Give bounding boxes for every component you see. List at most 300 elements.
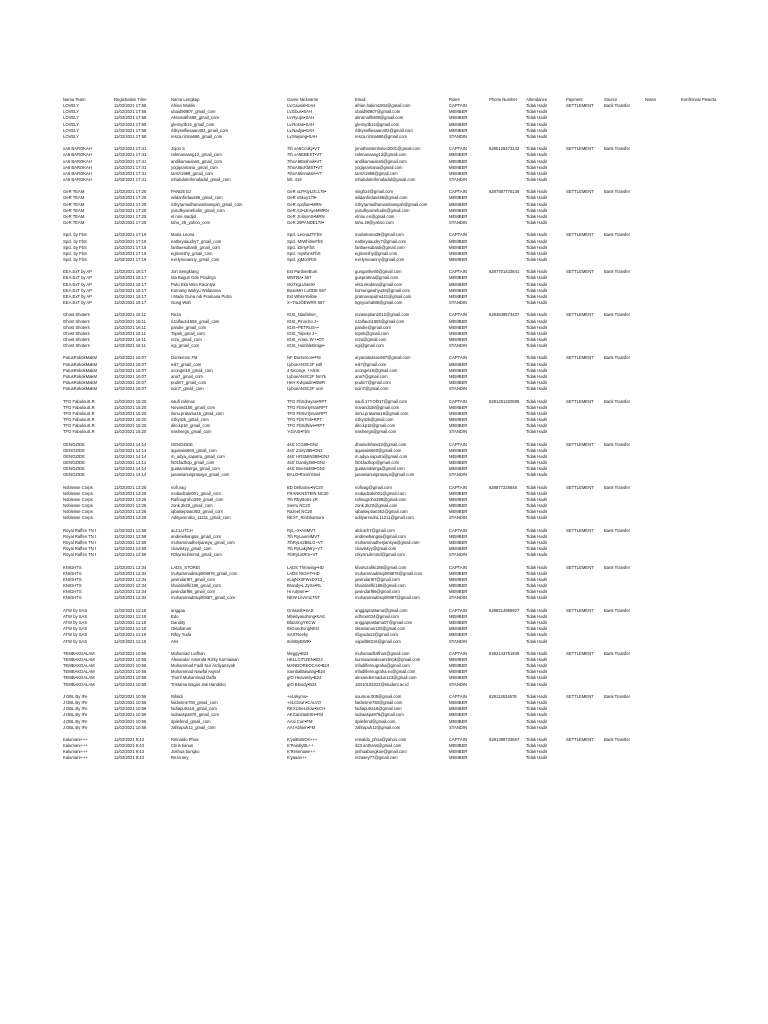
cell-full-name: Rzkyrmuhmmd_gmail_com <box>171 552 222 558</box>
cell-email: xcongel16@gmail.com <box>355 367 398 373</box>
cell-registration-time: 11/02/2021 10:58 <box>114 669 147 675</box>
cell-game-nickname: HELLCITIZEN•B24 <box>287 657 323 663</box>
cell-full-name: evelyneaanny_gmail_com <box>171 257 220 263</box>
cell-full-name: tahu_29_yahoo_com <box>171 220 211 226</box>
cell-registration-time: 11/02/2021 12:34 <box>114 577 147 583</box>
cell-game-nickname: MNTRA• 567 <box>287 275 312 281</box>
cell-full-name: muhammadrisqi008876_gmail_com <box>171 570 238 576</box>
cell-full-name: PANDE Ez <box>171 189 192 195</box>
cell-registration-time: 11/02/2021 16:07 <box>114 373 147 379</box>
cell-source: Bank Transfer <box>604 564 631 570</box>
cell-email: fantiaesubardi@gmail.com <box>355 244 405 250</box>
cell-team: Ghost Shoters <box>63 324 90 330</box>
cell-payment <box>565 755 603 761</box>
cell-game-nickname: LyboeANSCzF ucin <box>287 386 324 392</box>
cell-registration-time: 11/02/2021 16:17 <box>114 275 147 281</box>
cell-registration-time: 11/02/2021 16:07 <box>114 355 147 361</box>
cell-team: Royal Raffen TN t <box>63 540 97 546</box>
cell-full-name: pudin7_gmail_com <box>171 380 207 386</box>
cell-attendance: Tidak Hadir <box>526 589 548 595</box>
cell-team: GeR TEAM <box>63 213 85 219</box>
cell-email: saufi.17YOl017@gmail.com <box>355 398 407 404</box>
cell-email: khairdarifki186@gmail.com <box>355 583 406 589</box>
cell-role: CAPTAIN <box>449 398 467 404</box>
cell-registration-time: 11/02/2021 11:18 <box>114 613 146 619</box>
header-team: Nama Team <box>63 97 86 102</box>
cell-role: MEMBER <box>449 275 468 281</box>
cell-payment: SETTLEMENT <box>566 312 594 318</box>
cell-attendance: Tidak Hadir <box>526 250 548 256</box>
cell-game-nickname: Mbedyandrong•SAS <box>287 613 325 619</box>
cell-full-name: muhammadherjiansya_gmail_com <box>171 540 235 546</box>
cell-game-nickname: BoxeMH LuODE 567 <box>287 287 327 293</box>
cell-full-name: dilo.kp16_gmail_com <box>171 423 211 429</box>
cell-attendance: Tidak Hadir <box>526 380 548 386</box>
cell-attendance: Tidak Hadir <box>526 460 548 466</box>
cell-team: TFG FabulouS.R <box>63 417 95 423</box>
cell-game-nickname: eLajNX3FWxDX13_ <box>287 577 325 583</box>
cell-role: CAPTAIN <box>449 146 467 152</box>
cell-team: Ghost Shoters <box>63 312 90 318</box>
cell-team: KNIGHTS <box>63 589 82 595</box>
cell-email: zonk.2k20@gmail.com <box>355 503 398 509</box>
cell-attendance: Tidak Hadir <box>526 189 548 195</box>
cell-attendance: Tidak Hadir <box>526 737 548 743</box>
cell-game-nickname: NEW LevVn17NT <box>287 595 321 601</box>
cell-team: LOVELY <box>63 127 79 133</box>
cell-team: Kalumani+++ <box>63 737 88 743</box>
cell-role: MEMBER <box>449 626 468 632</box>
cell-role: CAPTAIN <box>449 355 467 361</box>
cell-attendance: Tidak Hadir <box>526 441 548 447</box>
cell-email: dpilefend@gmail.com <box>355 718 396 724</box>
cell-role: MEMBER <box>449 755 468 761</box>
cell-full-name: reza_gmail_com <box>171 337 202 343</box>
cell-attendance: Tidak Hadir <box>526 632 548 638</box>
cell-registration-time: 11/02/2021 16:11 <box>114 330 146 336</box>
cell-team: TEMBAKDALAM <box>63 650 95 656</box>
cell-role: MEMBER <box>449 589 468 595</box>
cell-team: GENOZIDE <box>63 466 85 472</box>
cell-attendance: Tidak Hadir <box>526 343 548 349</box>
cell-attendance: Tidak Hadir <box>526 386 548 392</box>
cell-source: Bank Transfer <box>604 737 631 743</box>
cell-full-name: zonk.2k20_gmail_com <box>171 503 213 509</box>
cell-team: EEA.ExT by AP <box>63 300 93 306</box>
cell-role: MEMBER <box>449 577 468 583</box>
cell-registration-time: 11/02/2021 17:41 <box>114 170 147 176</box>
cell-team: LOVELY <box>63 115 79 121</box>
header-source: Source <box>604 97 618 102</box>
cell-attendance: Tidak Hadir <box>526 232 548 238</box>
cell-role: CAPTAIN <box>449 269 467 275</box>
cell-registration-time: 11/02/2021 10:58 <box>114 663 147 669</box>
cell-team: ATW by SAS <box>63 620 88 626</box>
cell-team: ATW by SAS <box>63 626 88 632</box>
cell-registration-time: 11/02/2021 16:07 <box>114 380 147 386</box>
cell-attendance: Tidak Hadir <box>526 109 548 115</box>
cell-registration-time: 11/02/2021 15:20 <box>114 398 147 404</box>
cell-game-nickname: 7th RyLakyMry~VT <box>287 546 323 552</box>
cell-team: KNIGHTS <box>63 570 82 576</box>
cell-registration-time: 11/02/2021 17:41 <box>114 152 147 158</box>
cell-registration-time: 11/02/2021 14:14 <box>114 447 147 453</box>
cell-game-nickname: +eLClown•CALVO <box>287 700 322 706</box>
cell-role: MEMBER <box>449 109 468 115</box>
cell-team: Kalumani+++ <box>63 749 88 755</box>
cell-role: MEMBER <box>449 115 468 121</box>
cell-game-nickname: Ext WhiteYellow <box>287 293 317 299</box>
cell-team: TFG FabulouS.R <box>63 410 95 416</box>
cell-full-name: Dorsemon FM <box>171 355 198 361</box>
cell-email: kurniawanalexanderpk@gmail.com <box>355 657 421 663</box>
cell-role: MEMBER <box>449 367 468 373</box>
cell-role: MEMBER <box>449 712 468 718</box>
cell-game-nickname: 4sSʹ Zoey389•GNz <box>287 447 323 453</box>
cell-team: TEMBAKDALAM <box>63 657 95 663</box>
cell-email: komangwahyu26@gmail.com <box>355 287 410 293</box>
cell-email: rizkyramadhaniardiansyah@gmail.com <box>355 201 428 207</box>
cell-registration-time: 11/02/2021 12:58 <box>114 552 147 558</box>
cell-email: anggaprastama07@gmail.com <box>355 620 413 626</box>
cell-game-nickname: K'yaiBotsOri+++ <box>287 737 318 743</box>
cell-full-name: Joshua bungko <box>171 749 200 755</box>
cell-role: MEMBER <box>449 613 468 619</box>
cell-registration-time: 11/02/2021 16:11 <box>114 318 146 324</box>
cell-game-nickname: AAsi Curr•FM <box>287 718 313 724</box>
cell-email: tahu.29@yahoo.com <box>355 220 394 226</box>
cell-team: TFG FabulouS.R <box>63 398 95 404</box>
cell-game-nickname: IGSt_HumbleBrage• <box>287 343 325 349</box>
cell-email: pudin7@gmail.com <box>355 380 391 386</box>
cell-role: MEMBER <box>449 152 468 158</box>
cell-registration-time: 11/02/2021 17:58 <box>114 121 147 127</box>
cell-team: Ghost Shoters <box>63 330 90 336</box>
cell-full-name: ucin7_gmail_com <box>171 386 204 392</box>
cell-email: andikamaulan5@gmail.com <box>355 158 407 164</box>
cell-email: ilonu.pratama16@gmail.com <box>355 410 409 416</box>
cell-team: Ghost Shoters <box>63 318 90 324</box>
cell-team: PutusRokokMakM <box>63 373 97 379</box>
cell-email: ubaid90907@gmail.com <box>355 109 401 115</box>
cell-team: PutusRokokMakM <box>63 386 97 392</box>
cell-email: irgi@gmail.com <box>355 343 384 349</box>
cell-role: STANDIN <box>449 220 468 226</box>
cell-role: MEMBER <box>449 380 468 386</box>
cell-email: guatamdwirga@gmail.com <box>355 466 405 472</box>
cell-registration-time: 11/02/2021 13:26 <box>114 497 147 503</box>
cell-attendance: Tidak Hadir <box>526 133 548 139</box>
cell-game-nickname: Spcl. jqMoriFbS <box>287 257 317 263</box>
cell-full-name: riskyselfiesaan402_gmail_com <box>171 127 229 133</box>
cell-source: Bank Transfer <box>604 650 631 656</box>
cell-role: STANDIN <box>449 724 468 730</box>
cell-game-nickname: LADS Throwing•HD <box>287 564 324 570</box>
cell-full-name: iqbalseptian362_gmail_com <box>171 509 223 515</box>
cell-game-nickname: 7thxA6tinnaMA•VT <box>287 170 323 176</box>
cell-game-nickname: lolt. 416 <box>287 177 302 183</box>
cell-phone: 6281251320595 <box>489 398 520 404</box>
header-confirmation: Konfirmasi Peserta <box>681 97 717 102</box>
cell-registration-time: 11/02/2021 12:34 <box>114 589 147 595</box>
cell-role: MEMBER <box>449 509 468 515</box>
cell-attendance: Tidak Hadir <box>526 318 548 324</box>
cell-game-nickname: 4sSʹ ICG89•GNz <box>287 441 319 447</box>
cell-game-nickname: 'AGAIS•FbS <box>287 429 310 435</box>
cell-attendance: Tidak Hadir <box>526 404 548 410</box>
cell-source: Bank Transfer <box>604 484 631 490</box>
cell-registration-time: 11/02/2021 13:26 <box>114 484 147 490</box>
cell-role: MEMBER <box>449 318 468 324</box>
cell-team: Spcl. by FbS <box>63 250 87 256</box>
cell-payment: SETTLEMENT <box>566 189 594 195</box>
cell-game-nickname: MANDORKOCAK•B24 <box>287 663 330 669</box>
cell-email: dhanielshow12@gmail.com <box>355 441 407 447</box>
cell-team: J DBL By IFe <box>63 700 88 706</box>
cell-team: EEA.ExT by AP <box>63 293 93 299</box>
cell-team: EEA.ExT by AP <box>63 275 93 281</box>
cell-role: MEMBER <box>449 361 468 367</box>
cell-team: GENOZIDE <box>63 453 85 459</box>
cell-role: CAPTAIN <box>449 189 467 195</box>
cell-registration-time: 11/02/2021 11:18 <box>114 607 146 613</box>
cell-team: Spcl. by FbS <box>63 244 87 250</box>
cell-attendance: Tidak Hadir <box>526 724 548 730</box>
cell-role: MEMBER <box>449 460 468 466</box>
cell-role: CAPTAIN <box>449 607 467 613</box>
cell-attendance: Tidak Hadir <box>526 398 548 404</box>
cell-role: MEMBER <box>449 540 468 546</box>
cell-game-nickname: FRANKNSTEIN NC20 <box>287 490 329 496</box>
cell-full-name: Reinaldo Phoa <box>171 737 199 743</box>
cell-email: yogipramana@gmail.com <box>355 164 403 170</box>
cell-registration-time: 11/02/2021 17:25 <box>114 195 147 201</box>
cell-email: andrewbangsa@gmail.com <box>355 533 406 539</box>
cell-role: MEMBER <box>449 121 468 127</box>
cell-team: TEMBAKDALAM <box>63 669 95 675</box>
cell-role: CAPTAIN <box>449 737 467 743</box>
cell-attendance: Tidak Hadir <box>526 570 548 576</box>
cell-full-name: rizalfauzi1555_gmail_com <box>171 318 220 324</box>
cell-role: MEMBER <box>449 570 468 576</box>
cell-game-nickname: IGSt_Pinocho J~ <box>287 318 319 324</box>
cell-registration-time: 11/02/2021 14:14 <box>114 466 147 472</box>
header-attendance: Attendance <box>526 97 548 102</box>
cell-game-nickname: NEXT_RinOkamura <box>287 515 325 521</box>
cell-team: Noblesse Corps <box>63 509 93 515</box>
cell-email: gunganhe00@gmail.com <box>355 269 402 275</box>
cell-email: ekta.ekabina@gmail.com <box>355 281 403 287</box>
cell-attendance: Tidak Hadir <box>526 158 548 164</box>
cell-game-nickname: BD Deltaone•NC20 <box>287 484 323 490</box>
cell-team: TEMBAKDALAM <box>63 675 95 681</box>
cell-email: egisonshy@gmail.com <box>355 250 398 256</box>
cell-game-nickname: K'yaaan++ <box>287 755 307 761</box>
cell-attendance: Tidak Hadir <box>526 700 548 706</box>
cell-role: STANDIN <box>449 638 468 644</box>
cell-game-nickname: Razeef NC20 <box>287 509 313 515</box>
cell-attendance: Tidak Hadir <box>526 287 548 293</box>
cell-full-name: yusufkyainefudin_gmail_com <box>171 207 225 213</box>
cell-game-nickname: GeR xLPAtyLOL179• <box>287 189 327 195</box>
cell-email: topek@gmail.com <box>355 330 389 336</box>
cell-game-nickname: 4sSʹ Bnesa389•GNz <box>287 466 325 472</box>
cell-phone: 628877225648 <box>489 484 517 490</box>
cell-email: esl7@gmail.com <box>355 361 387 367</box>
cell-attendance: Tidak Hadir <box>526 515 548 521</box>
cell-full-name: juwindarf96_gmail_com <box>171 589 215 595</box>
cell-full-name: ana7_gmail_com <box>171 373 203 379</box>
cell-role: MEMBER <box>449 330 468 336</box>
cell-full-name: Reza sey <box>171 755 189 761</box>
cell-team: TFG FabulouS.R <box>63 423 95 429</box>
cell-full-name: Novand158_gmail_com <box>171 404 215 410</box>
cell-game-nickname: Spcl. iDirtyFbS <box>287 244 315 250</box>
cell-role: MEMBER <box>449 700 468 706</box>
cell-source: Bank Transfer <box>604 355 631 361</box>
cell-team: Noblesse Corps <box>63 484 93 490</box>
cell-role: STANDIN <box>449 300 468 306</box>
cell-team: ATW by SAS <box>63 607 88 613</box>
cell-role: MEMBER <box>449 410 468 416</box>
cell-full-name: Oktafianus <box>171 626 192 632</box>
cell-attendance: Tidak Hadir <box>526 177 548 183</box>
cell-full-name: ubaid90907_gmail_com <box>171 109 216 115</box>
cell-game-nickname: BALO•RoverSteel <box>287 472 321 478</box>
cell-attendance: Tidak Hadir <box>526 417 548 423</box>
cell-registration-time: 11/02/2021 11:18 <box>114 626 146 632</box>
cell-role: MEMBER <box>449 250 468 256</box>
cell-team: TEMBAKDALAM <box>63 681 95 687</box>
cell-registration-time: 11/02/2021 17:19 <box>114 238 147 244</box>
cell-registration-time: 11/02/2021 16:17 <box>114 300 147 306</box>
cell-team: EEA.ExT by AP <box>63 281 93 287</box>
cell-registration-time: 11/02/2021 16:11 <box>114 337 146 343</box>
cell-registration-time: 11/02/2021 16:07 <box>114 386 147 392</box>
cell-payment: SETTLEMENT <box>566 484 594 490</box>
cell-game-nickname: GeR 29PANDE179• <box>287 220 325 226</box>
cell-payment: SETTLEMENT <box>566 527 594 533</box>
cell-role: STANDIN <box>449 515 468 521</box>
cell-attendance: Tidak Hadir <box>526 503 548 509</box>
cell-email: natheyaaudry7@gmail.com <box>355 238 407 244</box>
cell-full-name: saufi rahman <box>171 398 196 404</box>
cell-full-name: zafirapuh12_gmail_com <box>171 724 216 730</box>
cell-team: Ghost Shoters <box>63 337 90 343</box>
cell-team: GENOZIDE <box>63 447 85 453</box>
cell-full-name: Muhammad Fadil Nur Ardiyansyah <box>171 663 236 669</box>
cell-role: MEMBER <box>449 281 468 287</box>
cell-full-name: el.noe.madjid <box>171 213 196 219</box>
cell-payment: SETTLEMENT <box>566 441 594 447</box>
cell-payment: SETTLEMENT <box>566 650 594 656</box>
cell-full-name: resca.rizma666_gmail_com <box>171 133 223 139</box>
cell-attendance: Tidak Hadir <box>526 367 548 373</box>
cell-attendance: Tidak Hadir <box>526 170 548 176</box>
cell-source: Bank Transfer <box>604 189 631 195</box>
cell-registration-time: 11/02/2021 16:11 <box>114 324 146 330</box>
cell-game-nickname: GeR Jr.sanAS•MRN <box>287 213 325 219</box>
cell-role: MEMBER <box>449 417 468 423</box>
cell-full-name: Rafinugroho299_gmail_com <box>171 497 224 503</box>
header-registration-time: Registration Time <box>114 97 147 102</box>
cell-full-name: mhabdulrohmafadal_gmail_com <box>171 177 231 183</box>
cell-phone: 628112634678 <box>489 693 517 699</box>
cell-registration-time: 11/02/2021 17:58 <box>114 133 147 139</box>
cell-email: juwindart97@gmail.com <box>355 577 400 583</box>
cell-game-nickname: REXUSeLelow•SCH <box>287 706 326 712</box>
cell-game-nickname: GeR AS•LEAyeMMRN <box>287 207 329 213</box>
cell-role: STANDIN <box>449 177 468 183</box>
cell-team: ATW by SAS <box>63 632 88 638</box>
cell-payment: SETTLEMENT <box>566 146 594 152</box>
cell-phone: 6288214969927 <box>489 607 520 613</box>
cell-full-name: Jojon S <box>171 146 185 152</box>
cell-full-name: Maria Leona <box>171 232 195 238</box>
cell-role: MEMBER <box>449 743 468 749</box>
cell-attendance: Tidak Hadir <box>526 595 548 601</box>
cell-source: Bank Transfer <box>604 527 631 533</box>
cell-registration-time: 11/02/2021 12:34 <box>114 583 147 589</box>
cell-game-nickname: Lv.Causal•SAH <box>287 103 316 109</box>
cell-phone: 6282143751839 <box>489 650 520 656</box>
cell-role: MEMBER <box>449 466 468 472</box>
cell-role: MEMBER <box>449 632 468 638</box>
cell-role: MEMBER <box>449 620 468 626</box>
cell-full-name: Thorif Muhammad Daffa <box>171 675 217 681</box>
cell-game-nickname: 7th RyLaurelMVT <box>287 533 320 539</box>
cell-full-name: dpilefend_gmail_com <box>171 718 211 724</box>
cell-attendance: Tidak Hadir <box>526 577 548 583</box>
cell-registration-time: 11/02/2021 14:14 <box>114 460 147 466</box>
cell-full-name: I Made Guna Adi Pramana Putra <box>171 293 232 299</box>
cell-full-name: m_adya_saputra_gmail_com <box>171 453 225 459</box>
cell-role: MEMBER <box>449 201 468 207</box>
cell-payment: SETTLEMENT <box>566 269 594 275</box>
cell-game-nickname: IGSt_Naufalner_ <box>287 312 319 318</box>
cell-email: pramanaputra441@gmail.com <box>355 293 412 299</box>
cell-team: TEMBAKDALAM <box>63 663 95 669</box>
cell-game-nickname: Hi rutywm•• <box>287 589 309 595</box>
cell-registration-time: 11/02/2021 10:56 <box>114 706 147 712</box>
cell-team: KNIGHTS <box>63 564 82 570</box>
cell-email: khairuzafiki186@gmail.com <box>355 564 407 570</box>
cell-full-name: faldosme750_gmail_com <box>171 700 218 706</box>
cell-team: Royal Raffen TN t <box>63 533 97 539</box>
cell-team: KNIGHTS <box>63 583 82 589</box>
cell-full-name: egisonshy_gmail_com <box>171 250 213 256</box>
cell-role: MEMBER <box>449 453 468 459</box>
cell-registration-time: 11/02/2021 16:07 <box>114 367 147 373</box>
cell-attendance: Tidak Hadir <box>526 152 548 158</box>
cell-full-name: GENOZIDE <box>171 441 193 447</box>
table-row <box>62 755 710 761</box>
cell-role: CAPTAIN <box>449 527 467 533</box>
cell-full-name: Adityarendra_11211_gmail_com <box>171 515 231 521</box>
cell-team: xA6 BAROKAH <box>63 164 92 170</box>
header-phone: Phone Number <box>489 97 518 102</box>
cell-role: MEMBER <box>449 127 468 133</box>
cell-team: PutusRokokMakM <box>63 380 97 386</box>
cell-full-name: aLCLUTCH <box>171 527 193 533</box>
cell-phone: 6287701433841 <box>489 269 520 275</box>
cell-full-name: Putu Eka Wira Racintya <box>171 281 216 287</box>
cell-role: STANDIN <box>449 552 468 558</box>
cell-attendance: Tidak Hadir <box>526 564 548 570</box>
cell-full-name: tamzi1998_gmail_com <box>171 170 213 176</box>
cell-attendance: Tidak Hadir <box>526 650 548 656</box>
cell-full-name: Topek_gmail_com <box>171 330 205 336</box>
